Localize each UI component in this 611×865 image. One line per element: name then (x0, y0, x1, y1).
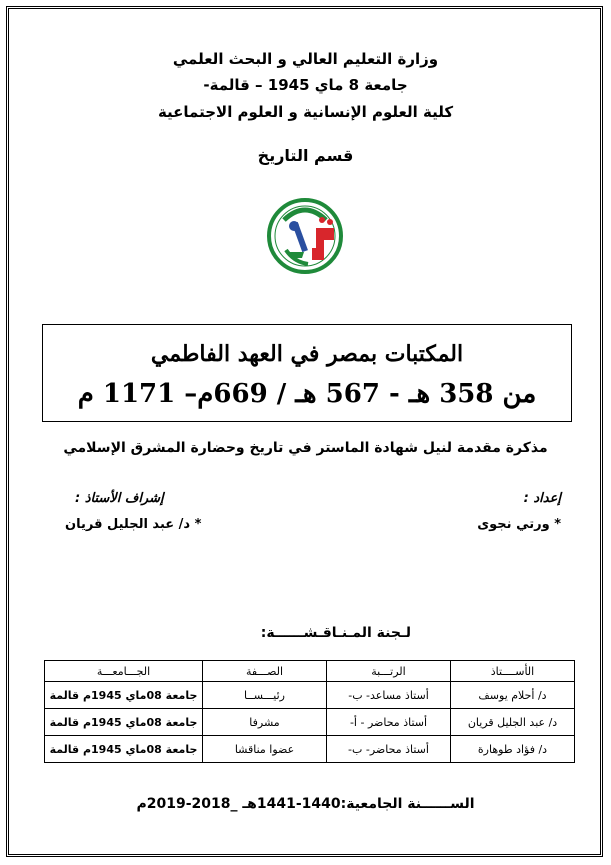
thesis-date-range: من 358 هـ - 567 هـ / 669م– 1171 م (77, 379, 537, 409)
supervisor-label: إشراف الأستاذ : (75, 491, 164, 506)
table-header-cell: الجـــامعـــة (45, 661, 203, 682)
table-cell: جامعة 08ماي 1945م قالمة (45, 682, 203, 709)
table-header-cell: الصـــفة (203, 661, 327, 682)
prepared-by-label: إعداد : (523, 491, 561, 506)
table-cell: أستاذ محاضر- ب- (327, 736, 451, 763)
table-cell: د/ فؤاد طوهارة (451, 736, 575, 763)
table-cell: مشرفا (203, 709, 327, 736)
university-line: جامعة 8 ماي 1945 – قالمة- (203, 76, 408, 94)
university-logo-icon (264, 190, 346, 278)
memo-description: مذكرة مقدمة لنيل شهادة الماستر في تاريخ وحضارة المشرق الإسلامي (63, 440, 548, 456)
committee-label: لـجنة المـنـاقـشــــــة: (260, 625, 411, 641)
thesis-title-box (42, 324, 572, 422)
faculty-line: كلية العلوم الإنسانية و العلوم الاجتماعية (157, 103, 454, 121)
supervisor-name: * د/ عبد الجليل قريان (65, 517, 202, 532)
table-header-cell: الأســــتاذ (451, 661, 575, 682)
table-row (45, 736, 575, 763)
department-line: قسم التاريخ (257, 146, 354, 165)
table-cell: عضوا مناقشا (203, 736, 327, 763)
table-row (45, 709, 575, 736)
table-cell: د/ عبد الجليل قريان (451, 709, 575, 736)
table-row (45, 682, 575, 709)
table-cell: جامعة 08ماي 1945م قالمة (45, 736, 203, 763)
ministry-line: وزارة التعليم العالي و البحث العلمي (172, 50, 439, 68)
academic-year: الســــــنة الجامعية:1440-1441هـ _2018-2019م (136, 796, 475, 812)
thesis-title: المكتبات بمصر في العهد الفاطمي (150, 341, 464, 367)
table-header-cell: الرتـــبة (327, 661, 451, 682)
table-cell: رئيـــســا (203, 682, 327, 709)
committee-table (44, 660, 575, 763)
table-cell: أستاذ مساعد- ب- (327, 682, 451, 709)
table-cell: د/ أحلام يوسف (451, 682, 575, 709)
student-name: * ورتي نجوى (477, 517, 561, 532)
table-cell: أستاذ محاضر - أ- (327, 709, 451, 736)
table-header-row (45, 661, 575, 682)
table-cell: جامعة 08ماي 1945م قالمة (45, 709, 203, 736)
